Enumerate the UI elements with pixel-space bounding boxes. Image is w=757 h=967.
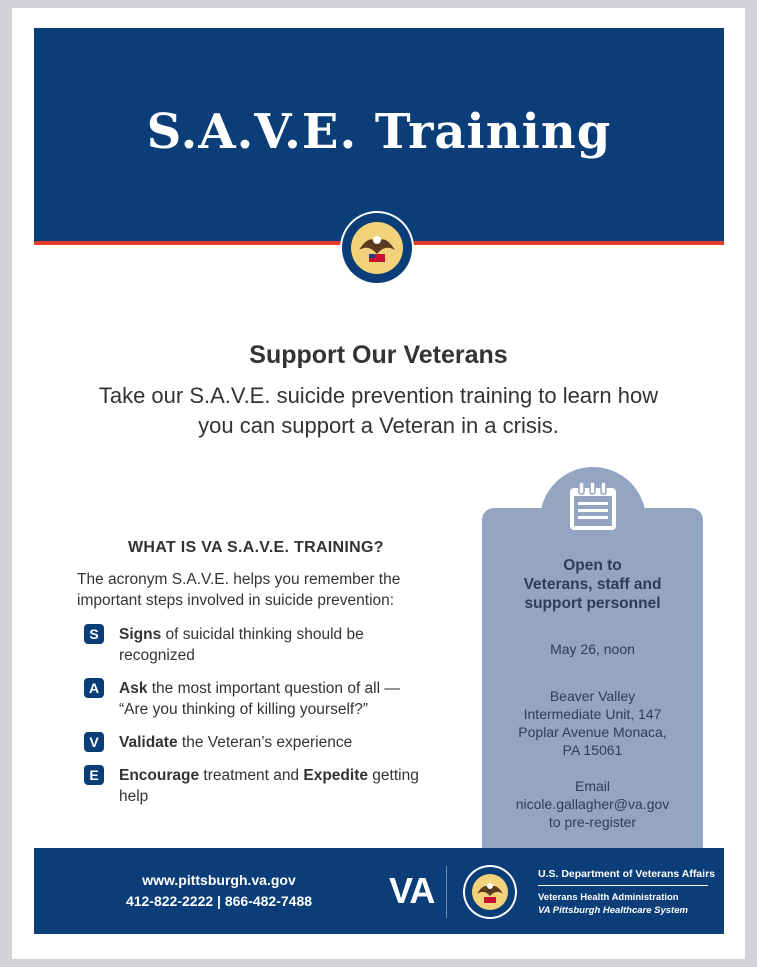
- subheadline: Take our S.A.V.E. suicide prevention training to learn how you can support a Veteran in a crisis.: [98, 383, 659, 438]
- letter-badge: S: [84, 624, 104, 644]
- step-text: of suicidal thinking should be recognized: [119, 626, 364, 664]
- step-keyword: Validate: [119, 734, 178, 751]
- flyer-page: [12, 8, 745, 959]
- step-keyword-2: Expedite: [303, 767, 368, 784]
- administration-name: Veterans Health Administration: [538, 892, 679, 903]
- card-heading: Open to Veterans, staff and support personnel: [523, 557, 662, 612]
- footer-rule: [538, 885, 708, 886]
- footer-divider: [446, 866, 447, 918]
- step-s: [84, 624, 424, 666]
- step-text: the Veteran’s experience: [177, 734, 353, 751]
- event-date: May 26, noon: [550, 641, 635, 657]
- step-text-2: getting help: [119, 767, 419, 805]
- step-text: the most important question of all — “Are you thinking of killing yourself?”: [119, 680, 400, 718]
- footer-contact: [114, 870, 324, 912]
- phone-numbers: 412-822-2222 | 866-482-7488: [125, 893, 313, 909]
- registration-info: Email nicole.gallagher@va.gov to pre-register: [482, 777, 703, 831]
- headline: Support Our Veterans: [249, 341, 508, 369]
- va-seal-icon: [462, 864, 518, 920]
- calendar-icon: [568, 480, 618, 532]
- step-v: [84, 732, 424, 753]
- letter-badge: V: [84, 732, 104, 752]
- intro-text: The acronym S.A.V.E. helps you remember the important steps involved in suicide prevention:: [77, 571, 401, 609]
- letter-badge: E: [84, 765, 104, 785]
- step-a: [84, 678, 424, 720]
- footer-banner: [34, 848, 724, 934]
- step-keyword: Ask: [119, 680, 148, 697]
- section-heading: WHAT IS VA S.A.V.E. TRAINING?: [128, 539, 384, 556]
- website-link[interactable]: www.pittsburgh.va.gov: [142, 872, 296, 888]
- page-title: S.A.V.E. Training: [146, 104, 612, 160]
- event-location: Beaver Valley Intermediate Unit, 147 Poplar Avenue Monaca, PA 15061: [518, 688, 667, 758]
- email-link[interactable]: nicole.gallagher@va.gov: [515, 796, 670, 812]
- letter-badge: A: [84, 678, 104, 698]
- healthcare-system-name: VA Pittsburgh Healthcare System: [538, 905, 688, 916]
- step-keyword: Encourage: [119, 767, 200, 784]
- va-logo: VA: [389, 870, 435, 911]
- department-name: U.S. Department of Veterans Affairs: [538, 868, 715, 880]
- step-text: treatment and: [199, 767, 304, 784]
- va-seal-icon: [339, 210, 415, 286]
- step-keyword: Signs: [119, 626, 162, 643]
- step-e: [84, 765, 424, 807]
